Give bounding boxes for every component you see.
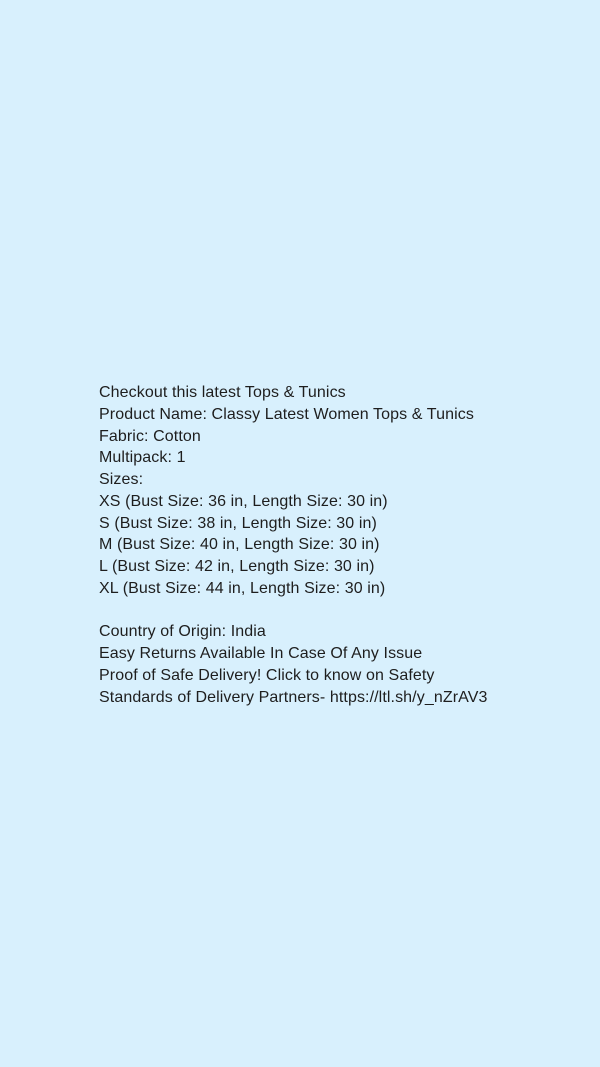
safety-standards-text: Standards of Delivery Partners- — [99, 688, 330, 706]
easy-returns-line: Easy Returns Available In Case Of Any Issue — [99, 645, 423, 662]
safety-info-line-2 — [99, 687, 487, 709]
multipack-line: Multipack: 1 — [99, 449, 186, 467]
safety-standards-link: https://ltl.sh/y_nZrAV3 — [329, 688, 488, 706]
headline: Checkout this latest Tops & Tunics — [99, 384, 346, 401]
size-line-s: S (Bust Size: 38 in, Length Size: 30 in) — [99, 514, 377, 532]
size-line-xs: XS (Bust Size: 36 in, Length Size: 30 in) — [99, 492, 388, 510]
country-of-origin-line: Country of Origin: India — [99, 623, 266, 641]
blank-line — [99, 600, 487, 622]
product-name-line: Product Name: Classy Latest Women Tops & Tunics — [99, 405, 474, 423]
sizes-label: Sizes: — [99, 471, 144, 488]
product-description-text — [99, 382, 487, 708]
safety-info-line-1: Proof of Safe Delivery! Click to know on Safety — [99, 666, 435, 684]
size-line-l: L (Bust Size: 42 in, Length Size: 30 in) — [99, 558, 375, 575]
fabric-line: Fabric: Cotton — [99, 427, 201, 445]
size-line-m: M (Bust Size: 40 in, Length Size: 30 in) — [99, 536, 380, 554]
size-line-xl: XL (Bust Size: 44 in, Length Size: 30 in) — [99, 579, 386, 597]
